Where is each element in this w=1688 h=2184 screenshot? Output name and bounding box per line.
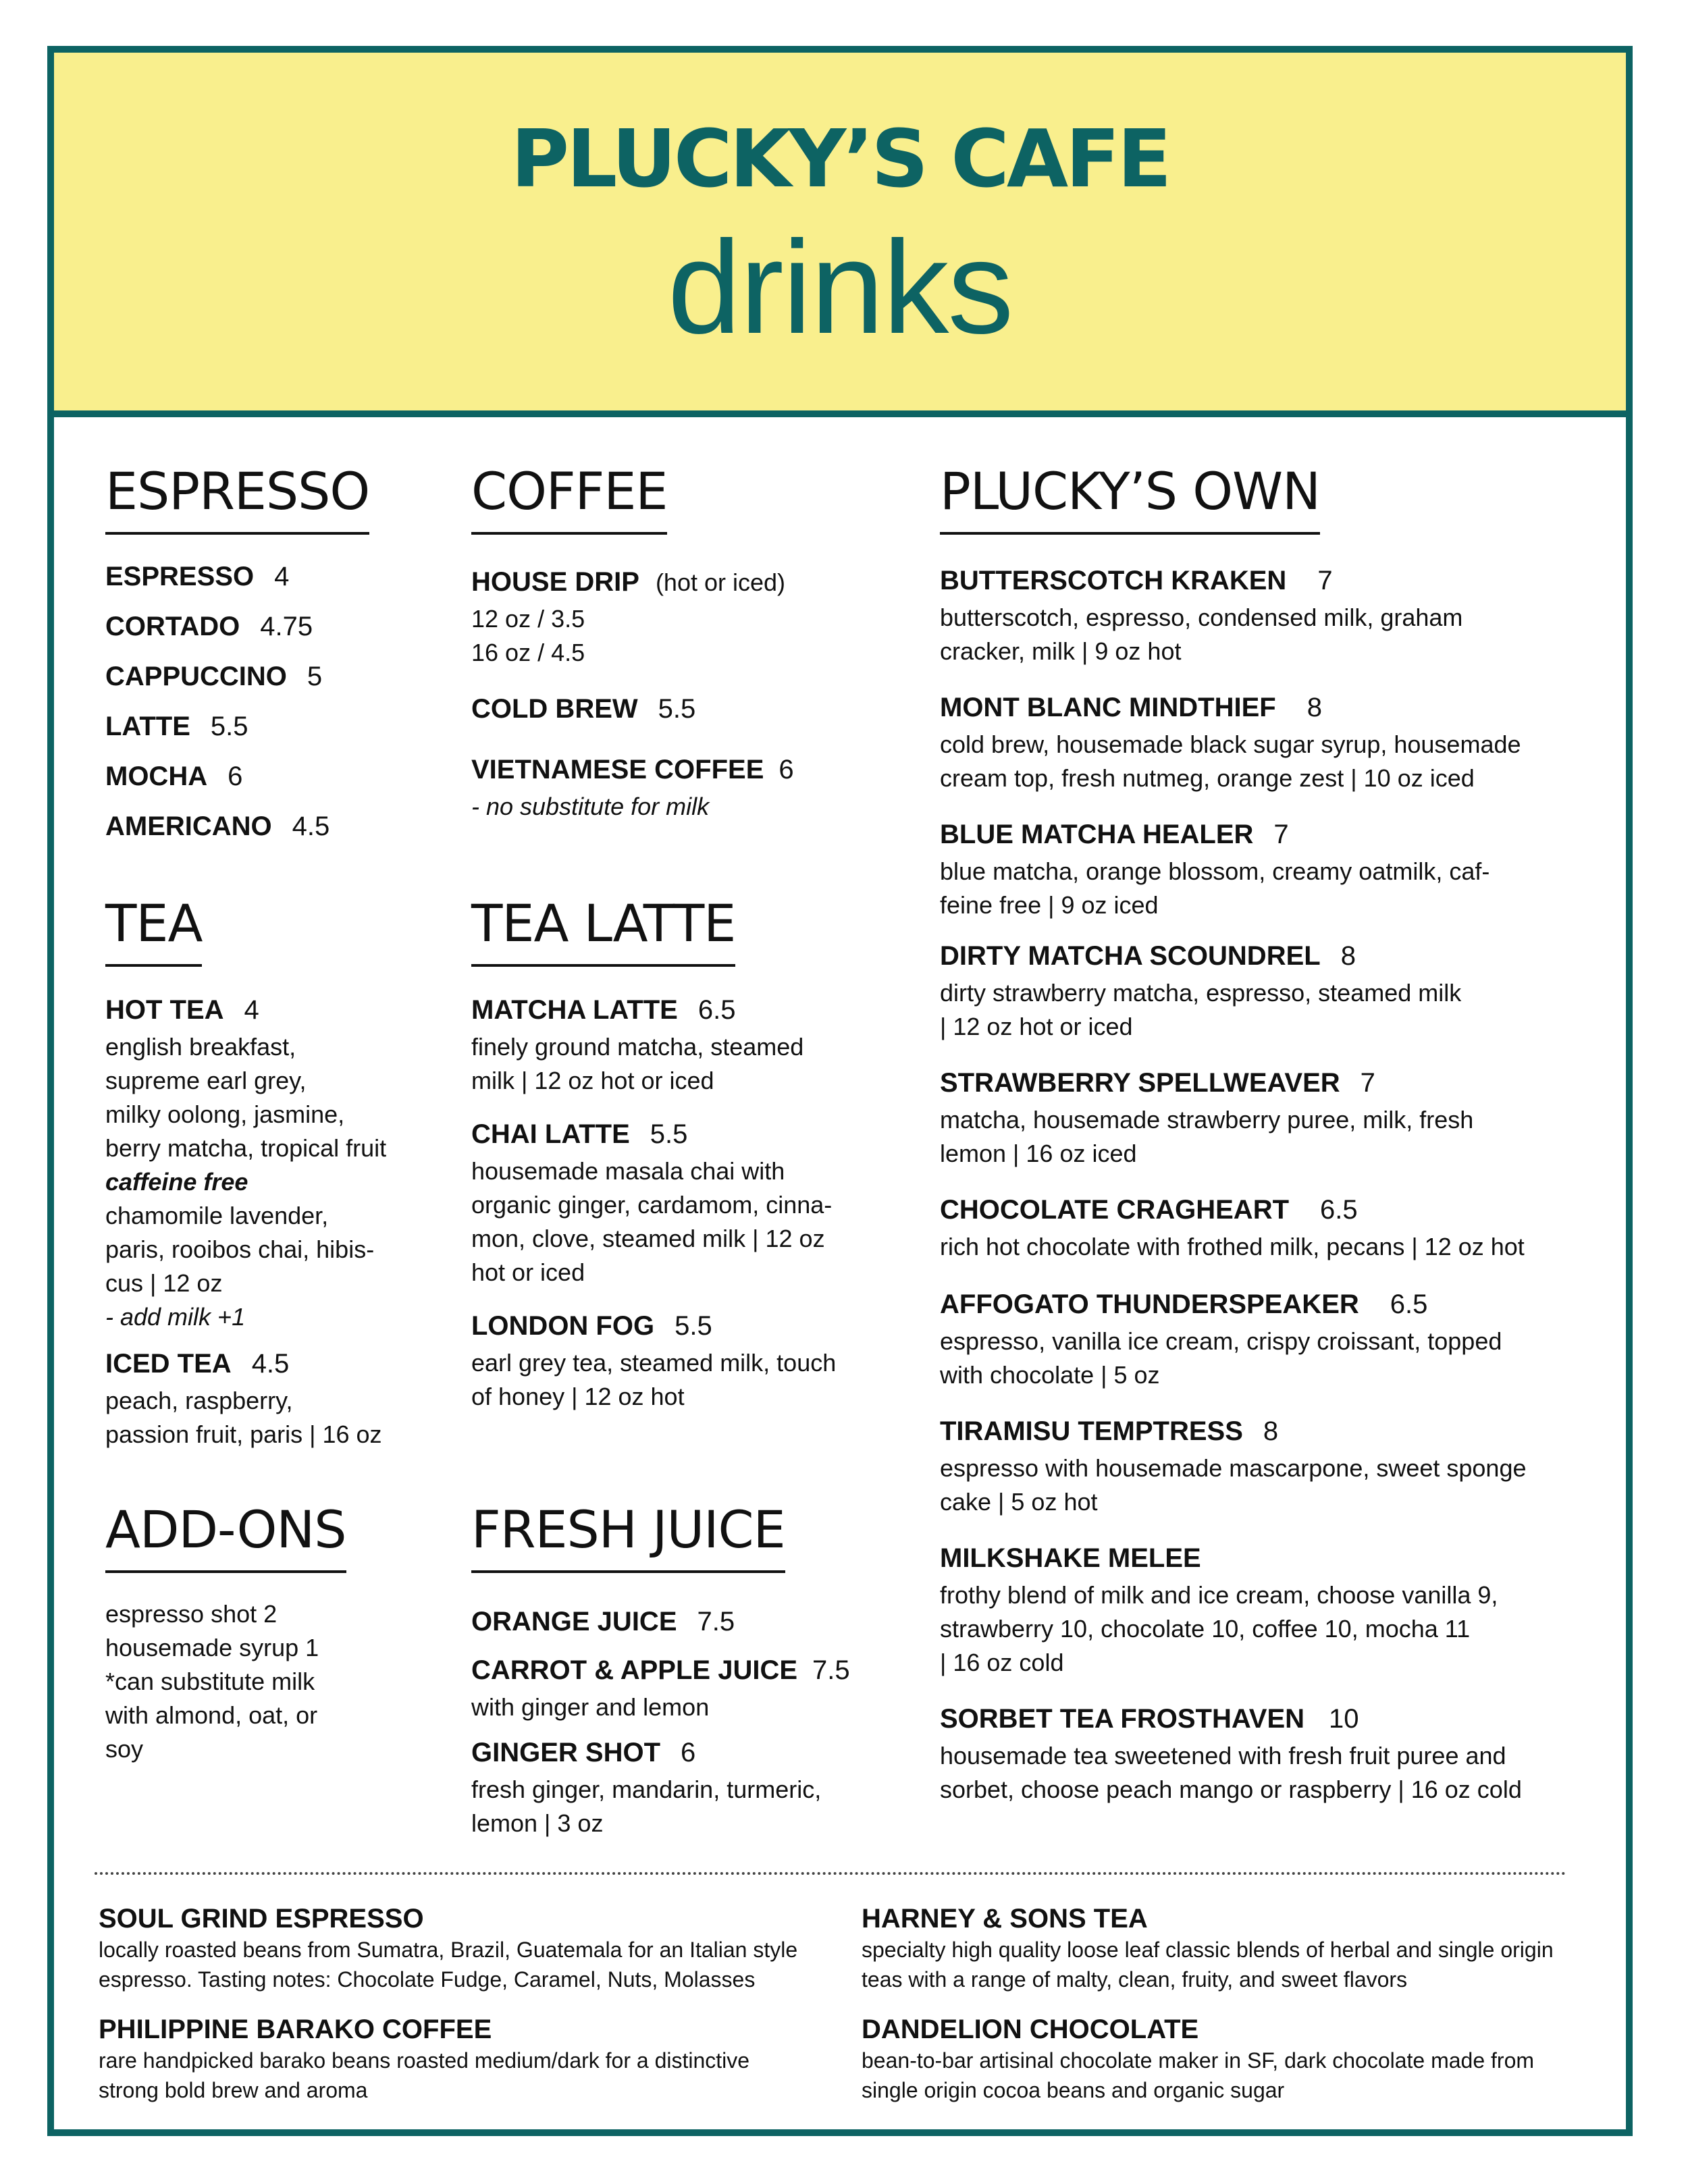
menu-item bbox=[105, 1349, 386, 1451]
menu-item bbox=[940, 1416, 1527, 1543]
item-price: 7 bbox=[1273, 820, 1289, 849]
item-desc: of honey | 12 oz hot bbox=[471, 1383, 685, 1410]
item-desc: | 16 oz cold bbox=[940, 1649, 1064, 1676]
item-desc: milky oolong, jasmine, bbox=[105, 1100, 345, 1128]
menu-item bbox=[940, 1195, 1527, 1289]
item-desc: frothy blend of milk and ice cream, choose vanilla 9, bbox=[940, 1581, 1498, 1609]
item-name: TIRAMISU TEMPTRESS bbox=[940, 1416, 1243, 1446]
item-name: ESPRESSO bbox=[105, 562, 255, 591]
item-desc: cream top, fresh nutmeg, orange zest | 10 oz iced bbox=[940, 764, 1475, 792]
item-note: (hot or iced) bbox=[655, 568, 786, 596]
fresh-juice-title: FRESH JUICE bbox=[471, 1504, 785, 1573]
item-desc: berry matcha, tropical fruit bbox=[105, 1134, 387, 1162]
item-price: 6.5 bbox=[1390, 1289, 1428, 1319]
item-price: 4.5 bbox=[292, 811, 330, 841]
item-desc: peach, raspberry, bbox=[105, 1387, 293, 1414]
footer-name: DANDELION CHOCOLATE bbox=[862, 2015, 1199, 2044]
footer-block bbox=[862, 1902, 1554, 1994]
item-price: 6.5 bbox=[697, 995, 736, 1025]
menu-item bbox=[105, 562, 369, 612]
coffee-title: COFFEE bbox=[471, 466, 667, 535]
item-price: 5.5 bbox=[650, 1119, 688, 1149]
menu-item bbox=[471, 1607, 850, 1642]
footer-block bbox=[99, 1902, 797, 1994]
menu-item bbox=[940, 820, 1527, 941]
tea-section bbox=[105, 893, 387, 1451]
footer-name: PHILIPPINE BARAKO COFFEE bbox=[99, 2015, 492, 2044]
item-desc: espresso, vanilla ice cream, crispy croissant, topped bbox=[940, 1327, 1502, 1355]
item-price: 5.5 bbox=[210, 712, 248, 741]
addons-section bbox=[105, 1499, 346, 1766]
item-desc: 16 oz / 4.5 bbox=[471, 639, 585, 666]
menu-item bbox=[471, 1655, 850, 1724]
item-desc: chamomile lavender, bbox=[105, 1202, 329, 1229]
menu-item bbox=[940, 1068, 1527, 1195]
item-name: MOCHA bbox=[105, 762, 208, 791]
item-name: SORBET TEA FROSTHAVEN bbox=[940, 1704, 1305, 1734]
item-name: BLUE MATCHA HEALER bbox=[940, 820, 1254, 849]
menu-item bbox=[940, 566, 1527, 693]
caffeine-free-label: caffeine free bbox=[105, 1168, 248, 1196]
item-desc: blue matcha, orange blossom, creamy oatmilk, caf- bbox=[940, 857, 1490, 885]
addons-title: ADD-ONS bbox=[105, 1504, 346, 1573]
item-price: 4.5 bbox=[251, 1349, 290, 1379]
brand-title: PLUCKY’S CAFE bbox=[510, 112, 1169, 205]
item-price: 6 bbox=[779, 755, 794, 784]
menu-item bbox=[940, 1704, 1527, 1807]
footer-desc: locally roasted beans from Sumatra, Brazil, Guatemala for an Italian style bbox=[99, 1938, 798, 1962]
item-name: MILKSHAKE MELEE bbox=[940, 1543, 1201, 1573]
tea-title: TEA bbox=[105, 898, 202, 967]
footer-desc: espresso. Tasting notes: Chocolate Fudge, Caramel, Nuts, Molasses bbox=[99, 1967, 756, 1992]
item-price: 6 bbox=[681, 1738, 696, 1767]
footer-desc: specialty high quality loose leaf classic blends of herbal and single origin bbox=[862, 1938, 1554, 1962]
menu-item bbox=[471, 1119, 836, 1289]
item-desc: organic ginger, cardamom, cinna- bbox=[471, 1191, 833, 1219]
item-desc: 12 oz / 3.5 bbox=[471, 605, 585, 633]
item-desc: cold brew, housemade black sugar syrup, housemade bbox=[940, 730, 1521, 758]
addon-line: housemade syrup 1 bbox=[105, 1634, 319, 1661]
item-name: AFFOGATO THUNDERSPEAKER bbox=[940, 1289, 1359, 1319]
item-desc: supreme earl grey, bbox=[105, 1067, 307, 1094]
espresso-section bbox=[105, 461, 370, 861]
item-desc: with ginger and lemon bbox=[471, 1693, 710, 1721]
item-price: 4.75 bbox=[260, 612, 313, 641]
addon-line: espresso shot 2 bbox=[105, 1600, 278, 1628]
item-price: 7 bbox=[1317, 566, 1333, 595]
menu-item bbox=[105, 612, 369, 662]
footer-block bbox=[862, 2013, 1534, 2105]
item-name: CORTADO bbox=[105, 612, 240, 641]
item-price: 4 bbox=[274, 562, 290, 591]
menu-item bbox=[105, 762, 369, 811]
item-price: 6 bbox=[228, 762, 243, 791]
item-name: ORANGE JUICE bbox=[471, 1607, 677, 1636]
footer-desc: rare handpicked barako beans roasted medium/dark for a distinctive bbox=[99, 2048, 750, 2073]
menu-item bbox=[105, 811, 369, 861]
item-desc: mon, clove, steamed milk | 12 oz bbox=[471, 1225, 825, 1252]
item-price: 7.5 bbox=[812, 1655, 850, 1685]
item-desc: butterscotch, espresso, condensed milk, graham bbox=[940, 604, 1463, 631]
add-milk-note: - add milk +1 bbox=[105, 1303, 246, 1331]
item-name: ICED TEA bbox=[105, 1349, 232, 1379]
item-name: CARROT & APPLE JUICE bbox=[471, 1655, 798, 1685]
menu-subtitle: drinks bbox=[667, 213, 1013, 361]
tea-latte-section bbox=[471, 893, 837, 1414]
footer-desc: teas with a range of malty, clean, fruity, and sweet flavors bbox=[862, 1967, 1408, 1992]
item-desc: strawberry 10, chocolate 10, coffee 10, mocha 11 bbox=[940, 1615, 1471, 1643]
item-price: 5 bbox=[307, 662, 323, 691]
addon-line: *can substitute milk bbox=[105, 1668, 315, 1695]
item-desc: lemon | 3 oz bbox=[471, 1809, 604, 1837]
item-price: 4 bbox=[244, 995, 259, 1025]
addon-line: soy bbox=[105, 1735, 144, 1763]
item-note: - no substitute for milk bbox=[471, 793, 710, 820]
item-price: 7.5 bbox=[697, 1607, 735, 1636]
item-desc: cus | 12 oz bbox=[105, 1269, 223, 1297]
footer-name: SOUL GRIND ESPRESSO bbox=[99, 1904, 424, 1934]
fresh-juice-section bbox=[471, 1499, 850, 1840]
item-desc: dirty strawberry matcha, espresso, steamed milk bbox=[940, 979, 1462, 1007]
coffee-section bbox=[471, 461, 794, 824]
item-name: AMERICANO bbox=[105, 811, 272, 841]
footer-desc: strong bold brew and aroma bbox=[99, 2078, 368, 2102]
menu-item bbox=[471, 567, 794, 670]
item-desc: cake | 5 oz hot bbox=[940, 1488, 1098, 1516]
item-desc: rich hot chocolate with frothed milk, pecans | 12 oz hot bbox=[940, 1233, 1525, 1260]
item-price: 5.5 bbox=[675, 1311, 712, 1341]
item-name: HOUSE DRIP bbox=[471, 567, 639, 597]
item-desc: earl grey tea, steamed milk, touch bbox=[471, 1349, 837, 1377]
menu-item bbox=[471, 755, 794, 824]
item-name: MONT BLANC MINDTHIEF bbox=[940, 693, 1276, 722]
menu-item bbox=[940, 693, 1527, 820]
menu-item bbox=[471, 1738, 850, 1840]
item-name: CHAI LATTE bbox=[471, 1119, 630, 1149]
item-price: 10 bbox=[1329, 1704, 1359, 1734]
item-desc: | 12 oz hot or iced bbox=[940, 1013, 1133, 1040]
footer-name: HARNEY & SONS TEA bbox=[862, 1904, 1148, 1934]
item-name: MATCHA LATTE bbox=[471, 995, 678, 1025]
item-desc: fresh ginger, mandarin, turmeric, bbox=[471, 1776, 822, 1803]
item-desc: passion fruit, paris | 16 oz bbox=[105, 1420, 382, 1448]
menu-header bbox=[54, 53, 1626, 417]
item-name: GINGER SHOT bbox=[471, 1738, 661, 1767]
menu-item bbox=[940, 941, 1527, 1068]
menu-item bbox=[940, 1289, 1527, 1416]
item-name: DIRTY MATCHA SCOUNDREL bbox=[940, 941, 1321, 971]
item-desc: matcha, housemade strawberry puree, milk, fresh bbox=[940, 1106, 1474, 1134]
item-desc: finely ground matcha, steamed bbox=[471, 1033, 804, 1061]
item-desc: with chocolate | 5 oz bbox=[940, 1361, 1160, 1389]
menu-item bbox=[471, 995, 836, 1098]
menu-item bbox=[105, 995, 386, 1334]
item-name: HOT TEA bbox=[105, 995, 224, 1025]
footer-desc: single origin cocoa beans and organic sugar bbox=[862, 2078, 1285, 2102]
pluckys-own-title: PLUCKY’S OWN bbox=[940, 466, 1320, 535]
item-price: 8 bbox=[1340, 941, 1356, 971]
menu-item bbox=[105, 712, 369, 762]
item-name: CAPPUCCINO bbox=[105, 662, 287, 691]
item-price: 7 bbox=[1360, 1068, 1375, 1098]
item-name: LATTE bbox=[105, 712, 190, 741]
menu-item bbox=[471, 1311, 836, 1414]
item-desc: sorbet, choose peach mango or raspberry | 16 oz cold bbox=[940, 1776, 1522, 1803]
item-name: VIETNAMESE COFFEE bbox=[471, 755, 764, 784]
item-desc: espresso with housemade mascarpone, sweet sponge bbox=[940, 1454, 1527, 1482]
footer-desc: bean-to-bar artisinal chocolate maker in SF, dark chocolate made from bbox=[862, 2048, 1535, 2073]
item-desc: paris, rooibos chai, hibis- bbox=[105, 1235, 375, 1263]
item-desc: housemade tea sweetened with fresh fruit puree and bbox=[940, 1742, 1506, 1769]
footer-block bbox=[99, 2013, 749, 2105]
espresso-title: ESPRESSO bbox=[105, 466, 369, 535]
item-price: 8 bbox=[1263, 1416, 1279, 1446]
item-desc: hot or iced bbox=[471, 1258, 585, 1286]
item-name: LONDON FOG bbox=[471, 1311, 655, 1341]
item-desc: feine free | 9 oz iced bbox=[940, 891, 1159, 919]
pluckys-own-section bbox=[940, 461, 1527, 1807]
item-name: STRAWBERRY SPELLWEAVER bbox=[940, 1068, 1340, 1098]
item-name: BUTTERSCOTCH KRAKEN bbox=[940, 566, 1287, 595]
dotted-divider bbox=[95, 1872, 1566, 1875]
item-desc: cracker, milk | 9 oz hot bbox=[940, 637, 1182, 665]
item-desc: lemon | 16 oz iced bbox=[940, 1140, 1137, 1167]
item-price: 6.5 bbox=[1320, 1195, 1358, 1225]
item-name: COLD BREW bbox=[471, 694, 638, 724]
addon-line: with almond, oat, or bbox=[105, 1701, 318, 1729]
item-desc: housemade masala chai with bbox=[471, 1157, 785, 1185]
item-desc: milk | 12 oz hot or iced bbox=[471, 1067, 714, 1094]
item-price: 8 bbox=[1307, 693, 1322, 722]
item-desc: english breakfast, bbox=[105, 1033, 296, 1061]
item-price: 5.5 bbox=[658, 694, 696, 724]
menu-item bbox=[105, 662, 369, 712]
item-name: CHOCOLATE CRAGHEART bbox=[940, 1195, 1290, 1225]
tea-latte-title: TEA LATTE bbox=[471, 898, 735, 967]
menu-item bbox=[471, 694, 794, 729]
menu-item bbox=[940, 1543, 1527, 1704]
